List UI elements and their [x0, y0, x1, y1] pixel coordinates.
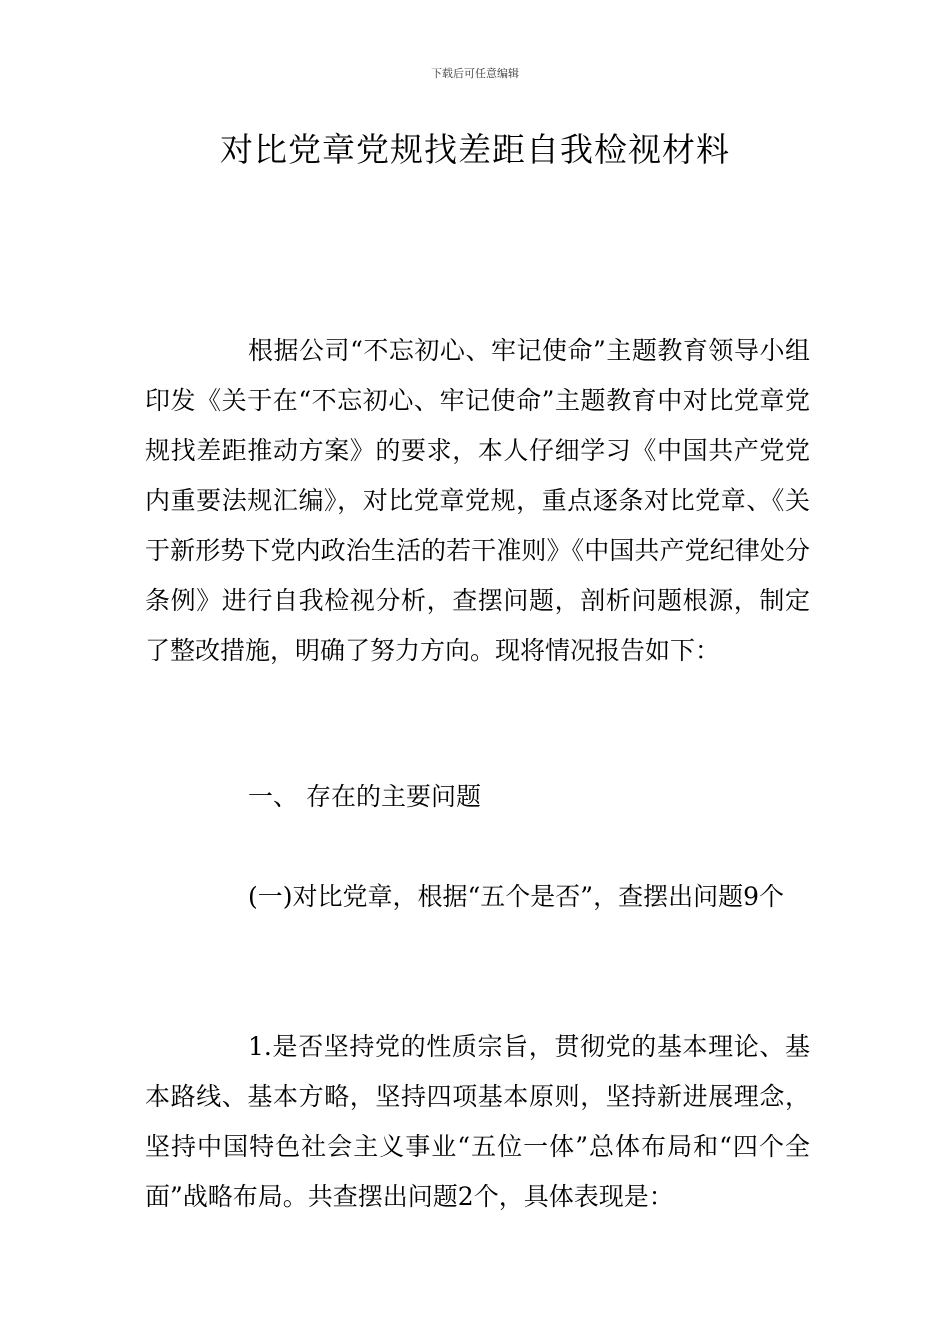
- header-note: 下载后可任意编辑: [431, 67, 519, 80]
- document-title: 对比党章党规找差距自我检视材料: [220, 130, 730, 169]
- section-heading: 一、 存在的主要问题: [248, 782, 481, 811]
- subsection-heading: (一)对比党章，根据“五个是否”，查摆出问题9个: [248, 882, 784, 911]
- intro-paragraph: 根据公司“不忘初心、牢记使命”主题教育领导小组印发《关于在“不忘初心、牢记使命”主题教育中对比党章党规找差距推动方案》的要求，本人仔细学习《中国共产党党内重要法规汇编》，对比党章党规，重点逐条对比党章、《关于新形势下党内政治生活的若干准则》《中国共产党纪律处分条例》进行自我检视分析，查摆问题，剖析问题根源，制定了整改措施，明确了努力方向。现将情况报告如下：: [145, 336, 810, 665]
- item-paragraph: 1.是否坚持党的性质宗旨，贯彻党的基本理论、基本路线、基本方略，坚持四项基本原则，坚持新进展理念，坚持中国特色社会主义事业“五位一体”总体布局和“四个全面”战略布局。共查摆出问题2个，具体表现是：: [145, 1032, 810, 1211]
